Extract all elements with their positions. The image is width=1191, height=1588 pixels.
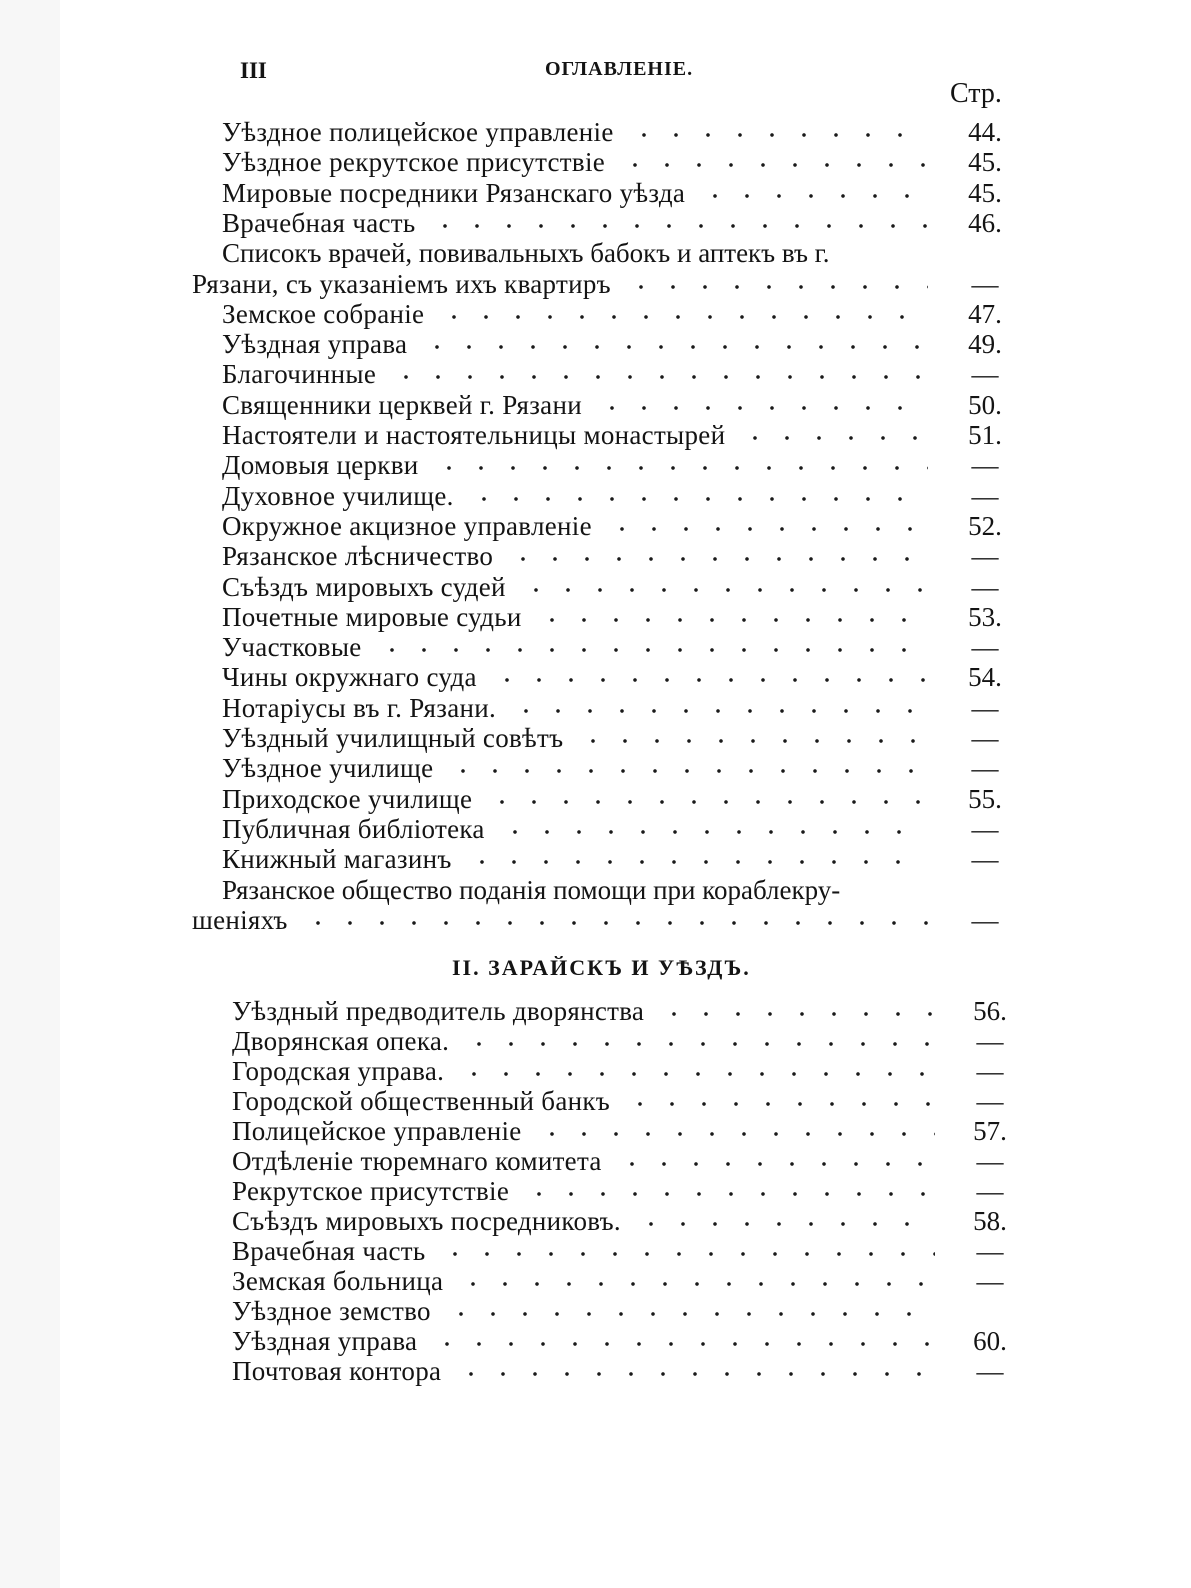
toc-entry (0, 207, 1191, 239)
toc-entry-page: — (971, 450, 999, 481)
toc-entry (0, 1115, 1191, 1147)
dot-leader (439, 1252, 935, 1256)
toc-entry-label: Почтовая контора (232, 1356, 442, 1386)
toc-entry (0, 1055, 1191, 1087)
dot-leader (520, 588, 928, 592)
toc-entry-label: Уѣздное училище (222, 753, 434, 784)
toc-entry (0, 752, 1191, 784)
dot-leader (466, 860, 928, 864)
dot-leader (455, 1372, 935, 1376)
page-title: ОГЛАВЛЕНІЕ. (545, 58, 694, 80)
dot-leader (523, 1192, 935, 1196)
toc-entry-label: Уѣздная управа (232, 1326, 418, 1356)
dot-leader (431, 1342, 935, 1346)
toc-entry (0, 268, 1191, 300)
toc-entry-page: — (976, 1056, 1004, 1086)
toc-entry (0, 1235, 1191, 1267)
toc-entry-label: Рязанское лѣсничество (222, 541, 494, 572)
dot-leader (447, 769, 928, 773)
toc-entry-page: 55. (968, 783, 1002, 814)
toc-entry-page: — (971, 753, 999, 784)
dot-leader (302, 921, 928, 925)
toc-entry (0, 389, 1191, 421)
dot-leader (658, 1012, 935, 1016)
toc-entry-label: Домовыя церкви (222, 450, 419, 481)
toc-entry (0, 904, 1191, 936)
toc-entry (0, 692, 1191, 724)
dot-leader (635, 1222, 935, 1226)
toc-entry-label: Врачебная часть (222, 207, 416, 238)
toc-entry (0, 1025, 1191, 1057)
toc-entry (0, 177, 1191, 209)
toc-entry-label: Съѣздъ мировыхъ судей (222, 571, 506, 602)
toc-entry-page: — (971, 541, 999, 572)
toc-entry-page: — (971, 480, 999, 511)
toc-entry (0, 540, 1191, 572)
toc-entry-page: — (971, 571, 999, 602)
toc-entry-page: — (976, 1026, 1004, 1056)
toc-entry-page: — (976, 1086, 1004, 1116)
dot-leader (491, 678, 928, 682)
toc-entry (0, 449, 1191, 481)
dot-leader (624, 1102, 935, 1106)
toc-entry (0, 722, 1191, 754)
toc-entry (0, 328, 1191, 360)
toc-entry-page: — (976, 1236, 1004, 1266)
dot-leader (376, 648, 928, 652)
dot-leader (429, 224, 928, 228)
toc-entry (0, 661, 1191, 693)
toc-entry-page: — (976, 1176, 1004, 1206)
toc-entry-label: Почетные мировые судьи (222, 601, 522, 632)
toc-entry (0, 358, 1191, 390)
toc-entry (0, 1325, 1191, 1357)
toc-entry-page: — (971, 692, 999, 723)
toc-entry-label: Уѣздный училищный совѣтъ (222, 723, 564, 753)
toc-entry-page: 58. (973, 1206, 1007, 1236)
toc-entry (0, 631, 1191, 663)
toc-entry-page: — (971, 723, 999, 753)
toc-entry-label: Уѣздный предводитель дворянства (232, 996, 645, 1026)
toc-entry-label: Священники церквей г. Рязани (222, 389, 582, 420)
toc-entry-page: 54. (968, 662, 1002, 693)
dot-leader (463, 1042, 935, 1046)
toc-entry-label: Городская управа. (232, 1056, 445, 1086)
toc-entry (0, 298, 1191, 330)
toc-entry (0, 1265, 1191, 1297)
toc-entry-label-line1: Списокъ врачей, повивальныхъ бабокъ и аптекъ въ г. (222, 238, 830, 269)
toc-entry (0, 1145, 1191, 1177)
toc-entry-label: Уѣздное земство (232, 1296, 431, 1326)
toc-entry (0, 843, 1191, 875)
page-number: III (240, 58, 267, 83)
toc-entry-label: Уѣздная управа (222, 329, 408, 360)
toc-entry-label: шеніяхъ (192, 904, 288, 935)
toc-entry-label: Участковые (222, 632, 362, 663)
dot-leader (616, 1162, 935, 1166)
toc-entry-page: 49. (968, 329, 1002, 360)
dot-leader (421, 345, 928, 349)
toc-entry-page: — (971, 904, 999, 935)
toc-entry-label: Нотаріусы въ г. Рязани. (222, 692, 497, 723)
toc-entry (0, 813, 1191, 845)
toc-entry (0, 1205, 1191, 1237)
toc-entry-page: 52. (968, 510, 1002, 541)
toc-entry-label: Мировые посредники Рязанскаго уѣзда (222, 177, 686, 208)
toc-entry-label: Врачебная часть (232, 1236, 426, 1266)
toc-entry (0, 510, 1191, 542)
dot-leader (486, 800, 928, 804)
toc-entry-page: 56. (973, 996, 1007, 1026)
toc-entry-page: 45. (968, 147, 1002, 178)
toc-entry-label: Уѣздное полицейское управленіе (222, 117, 614, 147)
toc-entry-label: Полицейское управленіе (232, 1116, 522, 1146)
toc-entry-page: — (976, 1266, 1004, 1296)
toc-entry (0, 571, 1191, 603)
toc-entry (0, 1175, 1191, 1207)
toc-entry-label: Съѣздъ мировыхъ посредниковъ. (232, 1206, 621, 1236)
toc-entry-page: 46. (968, 207, 1002, 238)
toc-entry-label: Отдѣленіе тюремнаго комитета (232, 1146, 602, 1176)
section-heading: II. ЗАРАЙСКЪ И УѢЗДЪ. (452, 955, 751, 980)
toc-entry-label-line1: Рязанское общество поданія помощи при кораблекру- (222, 874, 841, 905)
toc-entry-page: — (971, 268, 999, 299)
dot-leader (596, 406, 928, 410)
toc-entry (0, 146, 1191, 178)
toc-entry-label: Рекрутское присутствіе (232, 1176, 510, 1206)
dot-leader (457, 1282, 935, 1286)
dot-leader (507, 557, 928, 561)
toc-entry-page: 44. (968, 117, 1002, 147)
toc-entry-page: 57. (973, 1116, 1007, 1146)
toc-entry (0, 480, 1191, 512)
dot-leader (438, 315, 928, 319)
toc-entry-page: 51. (968, 420, 1002, 450)
dot-leader (510, 709, 928, 713)
dot-leader (458, 1072, 935, 1076)
toc-entry-page: 60. (973, 1326, 1007, 1356)
toc-entry-page: 47. (968, 298, 1002, 329)
dot-leader (468, 497, 928, 501)
toc-entry-page: 53. (968, 601, 1002, 632)
dot-leader (619, 163, 928, 167)
toc-entry-label: Дворянская опека. (232, 1026, 450, 1056)
toc-entry (0, 995, 1191, 1027)
toc-entry (0, 116, 1191, 148)
dot-leader (739, 436, 928, 440)
dot-leader (536, 618, 928, 622)
dot-leader (390, 375, 928, 379)
dot-leader (445, 1312, 935, 1316)
dot-leader (606, 527, 928, 531)
toc-entry-page: 45. (968, 177, 1002, 208)
toc-entry (0, 783, 1191, 815)
toc-entry-label: Уѣздное рекрутское присутствіе (222, 147, 606, 178)
toc-entry-page: 50. (968, 389, 1002, 420)
toc-entry (0, 1085, 1191, 1117)
toc-entry-page: — (971, 632, 999, 663)
dot-leader (577, 739, 928, 743)
dot-leader (628, 133, 928, 137)
dot-leader (699, 194, 928, 198)
toc-entry-label: Благочинные (222, 359, 377, 390)
toc-entry-label: Городской общественный банкъ (232, 1086, 611, 1116)
dot-leader (499, 830, 928, 834)
toc-entry-page: — (971, 844, 999, 875)
dot-leader (625, 285, 928, 289)
toc-entry-label: Публичная библіотека (222, 813, 485, 844)
toc-entry-page: — (971, 813, 999, 844)
toc-entry (0, 419, 1191, 451)
toc-entry-label: Книжный магазинъ (222, 844, 452, 875)
toc-entry (0, 601, 1191, 633)
dot-leader (433, 466, 929, 470)
toc-entry (0, 1355, 1191, 1387)
toc-entry-label: Духовное училище. (222, 480, 454, 511)
toc-entry (0, 1295, 1191, 1327)
toc-entry-label: Чины окружнаго суда (222, 662, 477, 693)
toc-entry-label: Земское собраніе (222, 298, 425, 329)
toc-entry-label: Настоятели и настоятельницы монастырей (222, 420, 726, 450)
dot-leader (536, 1132, 935, 1136)
toc-entry-label: Приходское училище (222, 783, 473, 814)
page-column-label: Стр. (950, 78, 1002, 109)
toc-entry-label: Земская больница (232, 1266, 444, 1296)
toc-entry-page: — (976, 1356, 1004, 1386)
toc-entry-label: Рязани, съ указаніемъ ихъ квартиръ (192, 268, 611, 299)
toc-entry-page: — (976, 1146, 1004, 1176)
toc-entry-page: — (971, 359, 999, 390)
toc-entry-label: Окружное акцизное управленіе (222, 510, 592, 541)
